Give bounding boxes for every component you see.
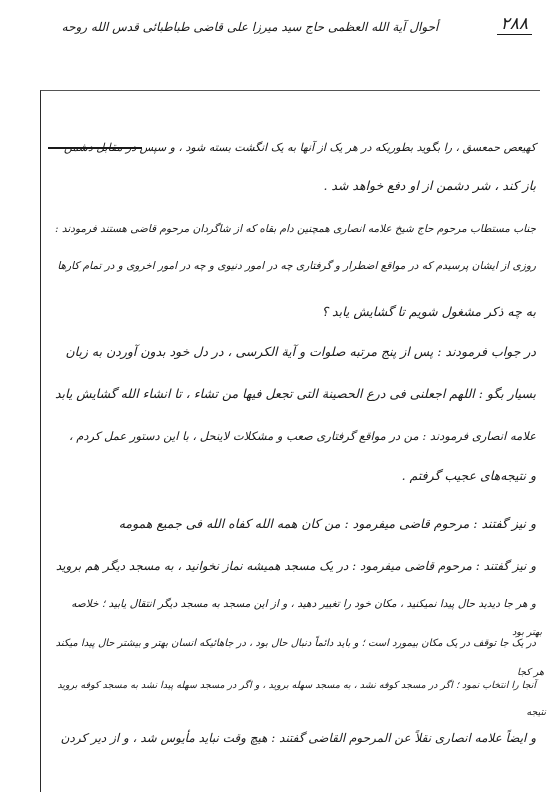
margin-note-3: نتیجه bbox=[526, 707, 546, 718]
page-header-title: أحوال آية الله العظمی حاج سید میرزا علی قاضی طباطبائی قدس الله روحه bbox=[61, 20, 439, 34]
text-line-15: و ایضاً علامه انصاری نقلاً عن المرحوم القاضی گفتند : هیچ وقت نباید مأیوس شد ، و از دیر کردن bbox=[60, 731, 536, 745]
text-line-9: و نتیجه‌های عجیب گرفتم . bbox=[401, 468, 536, 483]
text-line-7: بسیار بگو : اللهم اجعلنی فی درع الحصینة التی تجعل فیها من تشاء ، تا انشاء الله گشایش یابد bbox=[54, 386, 536, 401]
text-line-4: روزی از ایشان پرسیدم که در مواقع اضطرار و گرفتاری چه در امور دنیوی و چه در امور اخروی و در تمام کارها bbox=[57, 260, 536, 272]
text-line-14: آنجا را انتخاب نمود ؛ اگر در مسجد کوفه نشد ، به مسجد سهله بروید ، و اگر در مسجد سهله پیدا نشد به مسجد کوفه بروید bbox=[57, 680, 536, 691]
text-line-12: و هر جا دیدید حال پیدا نمیکنید ، مکان خود را تغییر دهید ، و از این مسجد به مسجد دیگر انتقال یابید ؛ خلاصه bbox=[71, 598, 536, 610]
text-line-5: به چه ذکر مشغول شویم تا گشایش یابد ؟ bbox=[321, 304, 536, 319]
text-line-10: و نیز گفتند : مرحوم قاضی میفرمود : من کان همه الله کفاه الله فی جمیع همومه bbox=[118, 516, 536, 531]
text-line-1: کهیعص حمعسق ، را بگوید بطوریکه در هر یک از آنها به یک انگشت بسته شود ، و سپس در مقابل دشمن bbox=[63, 141, 536, 154]
text-line-11: و نیز گفتند : مرحوم قاضی میفرمود : در یک مسجد همیشه نماز نخوانید ، به مسجد دیگر هم بروید bbox=[55, 559, 536, 573]
text-line-13: در یک جا توقف در یک مکان بیمورد است ؛ و باید دائماً دنبال حال بود ، در جاهائیکه انسان بهتر و بیشتر حال پیدا میکند bbox=[55, 638, 536, 649]
text-line-8: علامه انصاری فرمودند : من در مواقع گرفتاری صعب و مشکلات لاینحل ، با این دستور عمل کردم ، bbox=[68, 429, 536, 443]
text-line-3: جناب مستطاب مرحوم حاج شیخ علامه انصاری همچنین دام بقاه که از شاگردان مرحوم قاضی هستند فرمودند : bbox=[54, 223, 536, 235]
page-number: ۲۸۸ bbox=[497, 14, 532, 35]
margin-note-1: بهتر بود bbox=[512, 627, 542, 638]
margin-note-2: هر کجا bbox=[517, 667, 544, 678]
text-line-2: باز کند ، شر دشمن از او دفع خواهد شد . bbox=[323, 178, 536, 193]
text-line-6: در جواب فرمودند : پس از پنج مرتبه صلوات و آیة الکرسی ، در دل خود بدون آوردن به زبان bbox=[65, 344, 536, 359]
